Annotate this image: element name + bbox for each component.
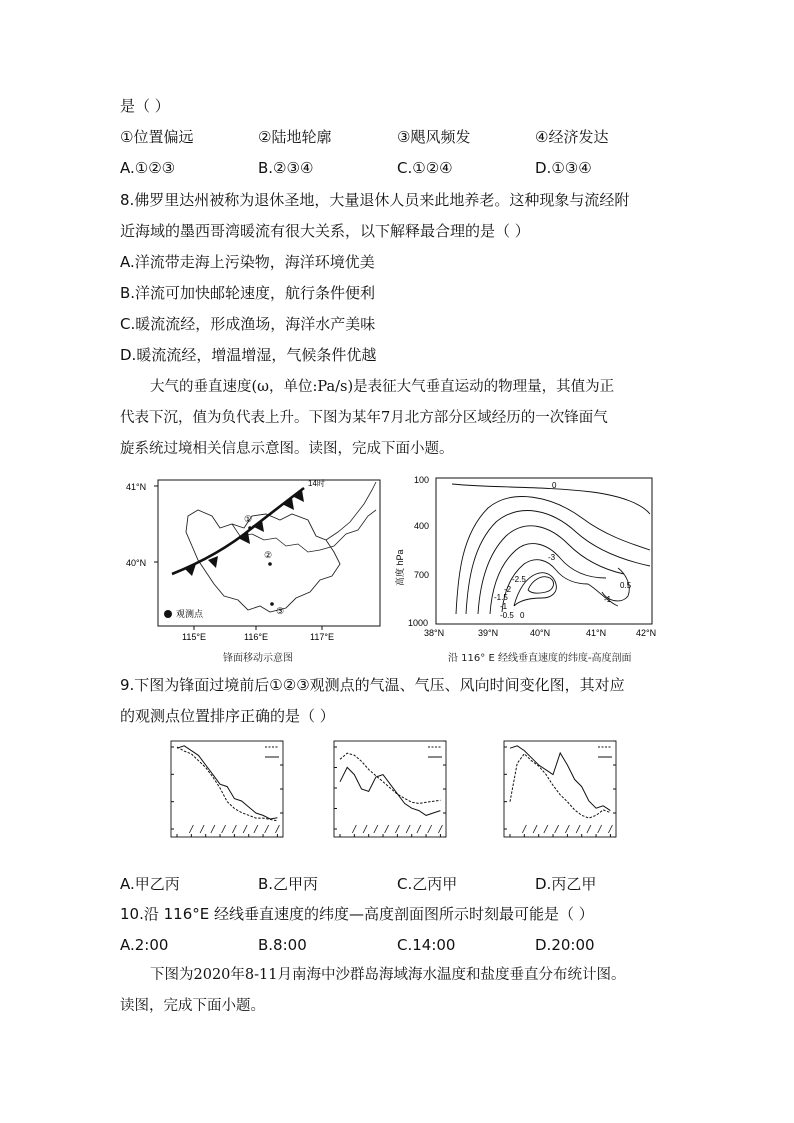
contour-label: -1	[604, 595, 612, 604]
q8-option-a[interactable]: A.洋流带走海上污染物，海洋环境优美	[120, 253, 375, 271]
wind-barb-icon	[576, 825, 580, 833]
wind-barb-icon	[544, 825, 548, 833]
wind-barb-icon	[275, 825, 279, 833]
intro2-line1: 下图为2020年8-11月南海中沙群岛海域海水温度和盐度垂直分布统计图。	[150, 967, 626, 983]
lon-label-116: 116°E	[244, 632, 268, 642]
intro1-line2: 代表下沉，值为负代表上升。下图为某年7月北方部分区域经历的一次锋面气	[120, 410, 608, 426]
wind-barb-icon	[222, 825, 226, 833]
contour-label: 0.5	[620, 581, 632, 590]
wind-barb-icon	[522, 825, 526, 833]
legend-dot-icon	[164, 610, 172, 618]
q8-option-c[interactable]: C.暖流流经，形成渔场，海洋水产美味	[120, 315, 376, 333]
chart-bing	[476, 731, 656, 861]
q7-option-b[interactable]: B.②③④	[258, 159, 314, 177]
wind-barb-icon	[232, 825, 236, 833]
q7-item-4: ④经济发达	[535, 128, 609, 146]
q7-item-1: ①位置偏远	[120, 128, 194, 146]
profile-x-tick: 42°N	[636, 628, 657, 638]
profile-x-tick: 41°N	[586, 628, 607, 638]
q10-option-b[interactable]: B.8:00	[258, 936, 307, 954]
wind-barb-icon	[608, 825, 612, 833]
profile-x-tick: 40°N	[530, 628, 551, 638]
wind-barb-icon	[211, 825, 215, 833]
pressure-series-line	[177, 746, 277, 819]
contour-label: -2	[504, 585, 512, 594]
contour-label: -3	[548, 553, 556, 562]
wind-barb-icon	[374, 825, 378, 833]
contour-label: -1	[500, 602, 508, 611]
q7-option-c[interactable]: C.①②④	[397, 159, 453, 177]
point-1-marker	[248, 526, 252, 530]
q7-stem-tail: 是（ ）	[120, 97, 170, 115]
pressure-series-line	[510, 746, 610, 811]
chart-frame	[504, 741, 616, 837]
front-map-figure	[120, 476, 392, 646]
q9-stem-line1: 9.下图为锋面过境前后①②③观测点的气温、气压、风向时间变化图，其对应	[120, 676, 625, 694]
wind-barb-icon	[555, 825, 559, 833]
contour-label: 0	[520, 611, 525, 620]
q8-stem-line1: 8.佛罗里达州被称为退休圣地，大量退休人员来此地养老。这种现象与流经附	[120, 191, 630, 209]
lon-label-115: 115°E	[182, 632, 206, 642]
profile-y-tick: 700	[414, 570, 430, 580]
q10-option-a[interactable]: A.2:00	[120, 936, 169, 954]
velocity-profile-caption: 沿 116° E 经线垂直速度的纬度-高度剖面	[448, 653, 632, 664]
wind-barb-icon	[565, 825, 569, 833]
wind-barb-icon	[254, 825, 258, 833]
front-map-caption: 锋面移动示意图	[223, 653, 293, 664]
wind-barb-icon	[428, 825, 432, 833]
lat-label-40: 40°N	[126, 558, 147, 568]
front-time-label: 14时	[308, 479, 325, 488]
wind-barb-icon	[598, 825, 602, 833]
chart-jia	[143, 731, 315, 861]
wind-barb-icon	[243, 825, 247, 833]
legend-label: 观测点	[176, 609, 204, 619]
intro2-line2: 读图，完成下面小题。	[120, 998, 265, 1014]
q9-option-a[interactable]: A.甲乙丙	[120, 875, 180, 893]
q8-stem-line2: 近海域的墨西哥湾暖流有很大关系，以下解释最合理的是（ ）	[120, 222, 530, 240]
point-2-marker	[268, 562, 272, 566]
profile-y-tick: 100	[414, 475, 430, 485]
q9-option-b[interactable]: B.乙甲丙	[258, 875, 319, 893]
wind-barb-icon	[395, 825, 399, 833]
q9-option-d[interactable]: D.丙乙甲	[535, 875, 597, 893]
wind-barb-icon	[587, 825, 591, 833]
wind-barb-icon	[406, 825, 410, 833]
q9-option-c[interactable]: C.乙丙甲	[397, 875, 458, 893]
wind-barb-icon	[265, 825, 269, 833]
intro1-line1: 大气的垂直速度(ω，单位:Pa/s)是表征大气垂直运动的物理量，其值为正	[150, 379, 615, 395]
q8-option-b[interactable]: B.洋流可加快邮轮速度，航行条件便利	[120, 284, 376, 302]
wind-barb-icon	[417, 825, 421, 833]
point-3-label: ③	[276, 606, 285, 616]
temperature-series-line	[510, 754, 610, 818]
q9-stem-line2: 的观测点位置排序正确的是（ ）	[120, 707, 335, 725]
point-3-marker	[270, 602, 274, 606]
contour-label: -2.5	[512, 575, 526, 584]
intro1-line3: 旋系统过境相关信息示意图。读图，完成下面小题。	[120, 441, 454, 457]
wind-barb-icon	[533, 825, 537, 833]
q8-option-d[interactable]: D.暖流流经，增温增湿，气候条件优越	[120, 346, 377, 364]
chart-yi	[306, 731, 484, 861]
pressure-series-line	[340, 767, 440, 815]
q7-item-3: ③飓风频发	[397, 128, 471, 146]
wind-barb-icon	[438, 825, 442, 833]
point-2-label: ②	[264, 550, 273, 560]
q7-item-2: ②陆地轮廓	[258, 128, 332, 146]
contour-label: 0	[552, 481, 557, 490]
profile-y-tick: 400	[414, 521, 430, 531]
wind-barb-icon	[200, 825, 204, 833]
wind-barb-icon	[189, 825, 193, 833]
lat-label-41: 41°N	[126, 482, 147, 492]
profile-y-label: 高度 hPa	[395, 549, 405, 586]
lon-label-117: 117°E	[310, 632, 334, 642]
q7-option-d[interactable]: D.①③④	[535, 159, 592, 177]
q7-option-a[interactable]: A.①②③	[120, 159, 176, 177]
wind-barb-icon	[363, 825, 367, 833]
wind-barb-icon	[385, 825, 389, 833]
q10-stem: 10.沿 116°E 经线垂直速度的纬度—高度剖面图所示时刻最可能是（ ）	[120, 905, 594, 923]
q10-option-c[interactable]: C.14:00	[397, 936, 456, 954]
temperature-series-line	[340, 753, 440, 803]
q10-option-d[interactable]: D.20:00	[535, 936, 595, 954]
contour-label: -1.5	[494, 593, 508, 602]
profile-y-tick: 1000	[408, 618, 429, 628]
chart-frame	[171, 741, 283, 837]
chart-frame	[334, 741, 446, 837]
wind-barb-icon	[352, 825, 356, 833]
profile-x-tick: 39°N	[478, 628, 499, 638]
velocity-profile-figure	[392, 474, 674, 646]
temperature-series-line	[177, 747, 277, 821]
profile-x-tick: 38°N	[424, 628, 445, 638]
point-1-label: ①	[244, 514, 253, 524]
contour-label: -0.5	[500, 611, 514, 620]
